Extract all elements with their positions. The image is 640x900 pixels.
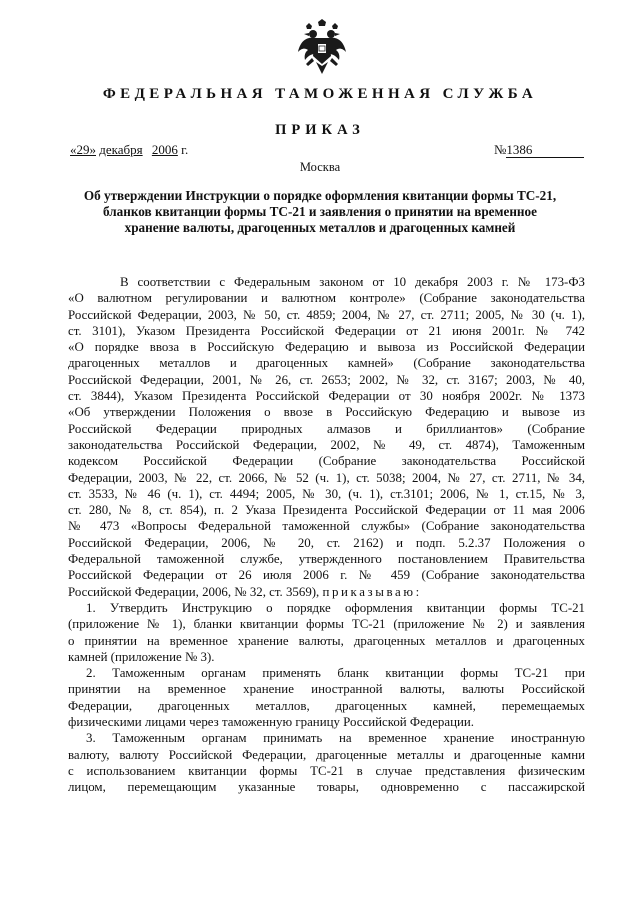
item-3-line: валюту, валюту Российской Федерации, драгоценные металлы и драгоценные камни: [68, 747, 585, 762]
body-line: ст. 3533, № 46 (ч. 1), ст. 4494; 2005, № 30, (ч. 1), ст.3101; 2006, № 1, ст.15, № 3,: [68, 486, 585, 501]
body-line: «О валютном регулировании и валютном контроле» (Собрание законодательства: [68, 291, 585, 306]
body-line: Федерации, 2003, № 22, ст. 2066, № 52 (ч. 1), ст. 5038; 2004, № 27, ст. 2711, № 34,: [68, 470, 585, 485]
body-line: Федеральной таможенной службе, утвержденного постановлением Правительства: [68, 552, 585, 567]
order-number-prefix: №: [494, 142, 507, 157]
body-line: ст. 280, № 8, ст. 854), п. 2 Указа Президента Российской Федерации от 11 мая 2006: [68, 503, 585, 518]
title-line: бланков квитанции формы ТС-21 и заявления о принятии на временное: [103, 204, 537, 219]
item-1-line: (приложение № 1), бланки квитанции формы ТС-21 (приложение № 2) и заявления: [68, 617, 585, 632]
order-title: ПРИКАЗ: [275, 122, 365, 138]
date-year: 2006: [151, 142, 178, 157]
body-line: кодексом Российской Федерации (Собрание законодательства Российской: [68, 454, 585, 469]
item-2-line: Федерации, драгоценных металлов, драгоценных камней, перемещаемых: [68, 698, 585, 713]
russian-coat-of-arms-icon: [296, 18, 348, 76]
item-1-line: 1. Утвердить Инструкцию о порядке оформления квитанции формы ТС-21: [86, 600, 585, 615]
body-line: Российской Федерации природных алмазов и бриллиантов» (Собрание: [68, 421, 585, 436]
item-3-line: лицом, перемещающим указанные товары, одновременно с пассажирской: [68, 780, 585, 795]
body-line: ст. 3844), Указом Президента Российской Федерации от 30 ноября 2002г. № 1373: [68, 389, 585, 404]
date-open-quote: «: [70, 142, 77, 157]
body-line: Российской Федерации, 2001, № 26, ст. 2653; 2002, № 32, ст. 3167; 2003, № 40,: [68, 372, 585, 387]
preamble-last-text: Российской Федерации, 2006, № 32, ст. 3569),: [68, 584, 323, 599]
date-month: декабря: [99, 142, 143, 157]
body-line: В соответствии с Федеральным законом от 10 декабря 2003 г. № 173-ФЗ: [120, 275, 585, 289]
order-date: [70, 142, 188, 158]
date-close-quote: »: [89, 142, 96, 157]
item-2-line: физическими лицами через таможенную границу Российской Федерации.: [68, 715, 475, 730]
agency-name: ФЕДЕРАЛЬНАЯ ТАМОЖЕННАЯ СЛУЖБА: [102, 86, 538, 102]
body-line: Российской Федерации, 2003, № 50, ст. 4859; 2004, № 27, ст. 2711; 2005, № 30 (ч. 1),: [68, 307, 585, 322]
item-3-line: с использованием квитанции формы ТС-21 в случае представления физическим: [68, 763, 585, 778]
item-1-line: камней (приложение № 3).: [68, 649, 215, 664]
title-line: хранение валюты, драгоценных металлов и драгоценных камней: [124, 220, 516, 235]
body-line: ст. 3101), Указом Президента Российской Федерации от 21 июня 2001г. № 742: [68, 323, 585, 338]
body-line: Российской Федерации, 2006, № 20, ст. 2162) и подп. 5.2.37 Положения о: [68, 535, 585, 550]
body-line: № 473 «Вопросы Федеральной таможенной службы» (Собрание законодательства: [68, 519, 585, 534]
body-line: [68, 584, 585, 600]
order-number-value: 1386: [506, 143, 584, 158]
body-line: Российской Федерации от 26 июля 2006 г. № 459 (Собрание законодательства: [68, 568, 585, 583]
order-number: [494, 142, 584, 158]
document-body: [68, 274, 585, 796]
order-word: приказываю:: [322, 584, 422, 599]
body-line: драгоценных металлов и драгоценных камней» (Собрание законодательства: [68, 356, 585, 371]
title-line: Об утверждении Инструкции о порядке оформления квитанции формы ТС-21,: [83, 188, 557, 203]
body-line: законодательства Российской Федерации, 2002, № 49, ст. 4874), Таможенным: [68, 437, 585, 452]
item-2-line: 2. Таможенным органам применять бланк квитанции формы ТС-21 при: [86, 666, 585, 681]
item-2-line: принятии на временное хранение иностранной валюты, валюты Российской: [68, 682, 585, 697]
body-line: «О порядке ввоза в Российскую Федерацию и вывоза из Российской Федерации: [68, 340, 585, 355]
item-1-line: о принятии на временное хранение валюты, драгоценных металлов и драгоценных: [68, 633, 585, 648]
document-title: [80, 188, 560, 236]
city: Москва: [299, 160, 341, 174]
date-year-suffix: г.: [181, 142, 189, 157]
item-3-line: 3. Таможенным органам принимать на временное хранение иностранную: [86, 731, 585, 746]
date-day: 29: [76, 142, 90, 157]
body-line: «Об утверждении Положения о ввозе в Российскую Федерацию и вывозе из: [68, 405, 585, 420]
